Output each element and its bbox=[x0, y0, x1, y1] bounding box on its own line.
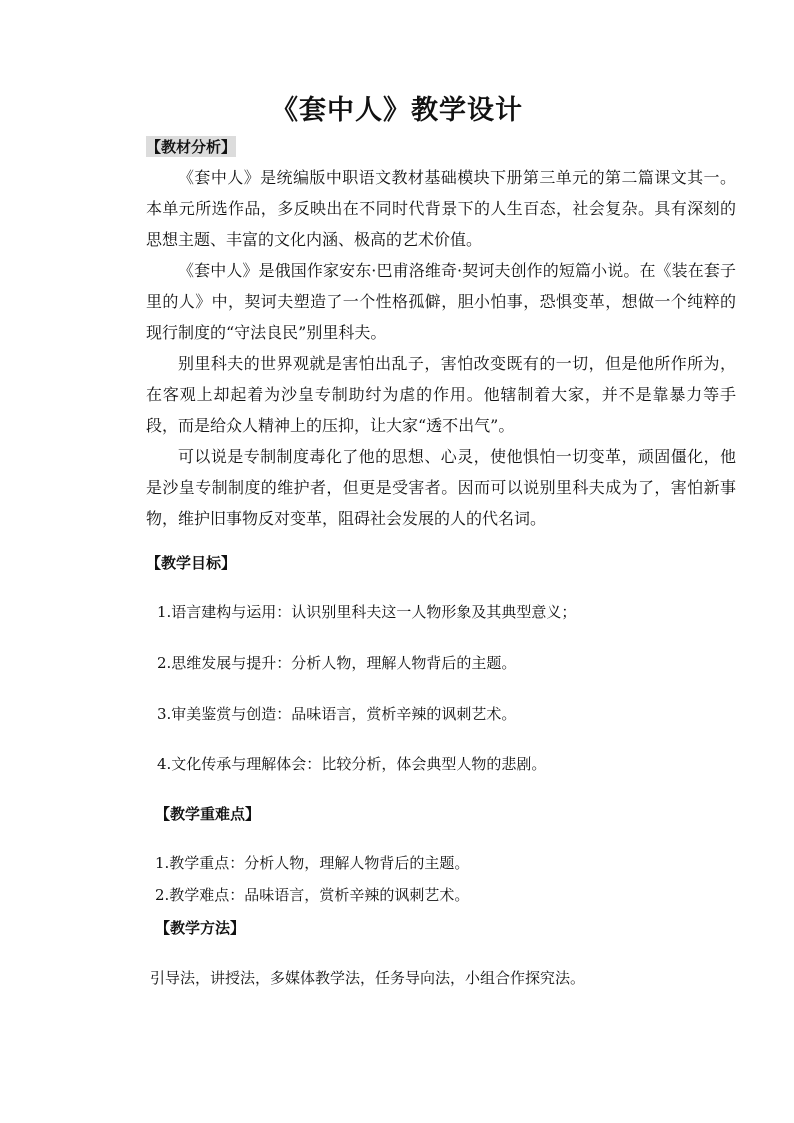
section-heading-analysis: 【教材分析】 bbox=[146, 138, 237, 156]
goal-item-3: 3.审美鉴赏与创造：品味语言，赏析辛辣的讽刺艺术。 bbox=[157, 705, 517, 723]
section-heading-key-points: 【教学重难点】 bbox=[155, 805, 261, 823]
analysis-paragraph-1: 《套中人》是统编版中职语文教材基础模块下册第三单元的第二篇课文其一。本单元所选作品，多反映出在不同时代背景下的人生百态，社会复杂。具有深刻的思想主题、丰富的文化内涵、极高的艺术价值。 bbox=[146, 168, 736, 249]
key-point-item-2: 2.教学难点：品味语言，赏析辛辣的讽刺艺术。 bbox=[155, 886, 470, 904]
key-point-item-1: 1.教学重点：分析人物，理解人物背后的主题。 bbox=[155, 854, 470, 872]
analysis-paragraph-4: 可以说是专制制度毒化了他的思想、心灵，使他惧怕一切变革，顽固僵化，他是沙皇专制制度的维护者，但更是受害者。因而可以说别里科夫成为了，害怕新事物，维护旧事物反对变革，阻碍社会发展的人的代名词。 bbox=[146, 447, 736, 528]
methods-text: 引导法，讲授法，多媒体教学法，任务导向法，小组合作探究法。 bbox=[150, 969, 586, 987]
analysis-paragraph-2: 《套中人》是俄国作家安东·巴甫洛维奇·契诃夫创作的短篇小说。在《装在套子里的人》中，契诃夫塑造了一个性格孤僻，胆小怕事，恐惧变革，想做一个纯粹的现行制度的“守法良民”别里科夫。 bbox=[146, 261, 736, 342]
document-title: 《套中人》教学设计 bbox=[271, 95, 523, 126]
section-heading-goals: 【教学目标】 bbox=[146, 554, 237, 572]
analysis-paragraph-3: 别里科夫的世界观就是害怕出乱子，害怕改变既有的一切，但是他所作所为，在客观上却起着为沙皇专制助纣为虐的作用。他辖制着大家，并不是靠暴力等手段，而是给众人精神上的压抑，让大家“透不出气”。 bbox=[146, 354, 736, 435]
goal-item-2: 2.思维发展与提升：分析人物，理解人物背后的主题。 bbox=[157, 654, 517, 672]
section-heading-methods: 【教学方法】 bbox=[155, 919, 246, 937]
goal-item-1: 1.语言建构与运用：认识别里科夫这一人物形象及其典型意义； bbox=[157, 603, 577, 621]
goal-item-4: 4.文化传承与理解体会：比较分析，体会典型人物的悲剧。 bbox=[157, 755, 547, 773]
